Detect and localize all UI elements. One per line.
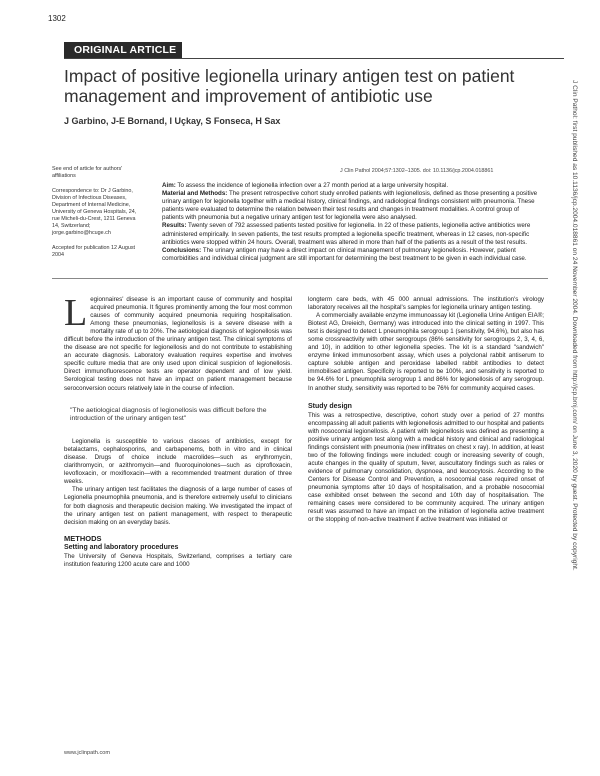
results-label: Results:: [162, 222, 187, 230]
correspondence: Correspondence to: Dr J Garbino, Division of Infectious Diseases, Department of Internal Medicine, University of Geneva Hospitals, 24, rue Micheli-du-Crest, 1211 Geneva 14, Switzerland; jorge.garbino@hcuge.ch: [52, 188, 137, 236]
drop-cap: L: [64, 292, 88, 334]
intro-paragraph: egionnaires' disease is an important cause of community and hospital acquired pneumonia. It figures prominently among the four most common causes of community acquired pneumonia requiring hospitalisation. Among these pneumonias, legionellosis is a severe disease with a mortality rate of up to 20%. The aetiological diagnosis of legionellosis was difficult before the introduction of the urinary antigen test. The clinical symptoms of the disease are not specific for legionellosis and do not contribute to establishing an accurate diagnosis. Laboratory evaluation requires expertise and involves specific culture media that are only used upon clinical suspicion of legionellosis. Direct immunofluorescence tests are operator dependent and of low yield. Serological testing does not have an impact on patient management because seroconversion occurs relatively late in the course of infection.: [64, 296, 292, 392]
authors: J Garbino, J-E Bornand, I Uçkay, S Fonseca, H Sax: [64, 116, 281, 126]
side-column: [52, 166, 142, 267]
footer-url: www.jclinpath.com: [64, 750, 111, 756]
citation: J Clin Pathol 2004;57:1302–1305. doi: 10.1136/jcp.2004.018861: [340, 168, 494, 174]
paragraph: This was a retrospective, descriptive, cohort study over a period of 27 months encompassing all adult patients with legionellosis admitted to our hospital and patients with nosocomial legionellosis. A patient with legionellosis was defined as presenting a positive urinary antigen test along with a medical history and clinical and radiological findings consistent with pneumonia (new infiltrates on chest x ray). In addition, at least two of the following findings were included: cough or increasing severity of cough, acute changes in the quality of sputum, fever, auscultatory findings such as rales or evidence of pulmonary consolidation, dyspnoea, and leucocytosis. According to the Centers for Disease Control and Prevention, a nosocomial case required onset of pneumonia symptoms after 10 days of hospitalisation, and a probable nosocomial case exhibited onset between the second and 10th day of hospitalisation. The remaining cases were considered to be community acquired. The urinary antigen result was assumed to have an impact on the initiation of legionella active treatment or the stopping of non-active treatment if active treatment was initiated or: [308, 411, 544, 524]
page-number: 1302: [48, 14, 66, 23]
sidenote-text: J Clin Pathol: first published as 10.1136/jcp.2004.018861 on 24 November 2004. Downloaded from http://jcp.bmj.com/ on June 3, 2020 by guest. Protected by copyright.: [571, 80, 578, 571]
section-label: ORIGINAL ARTICLE: [64, 42, 182, 58]
study-design-heading: Study design: [308, 402, 352, 410]
article-title: Impact of positive legionella urinary antigen test on patient management and improvement of antibiotic use: [64, 66, 515, 106]
section-bar: [64, 42, 564, 59]
conclusions-label: Conclusions:: [162, 246, 202, 254]
pull-quote: "The aetiological diagnosis of legionellosis was difficult before the introduction of the urinary antigen test": [70, 406, 267, 423]
conclusions-text: The urinary antigen may have a direct impact on clinical management of pulmonary legionellosis. However, patient comorbidities and individual clinical judgment are still important for determining the best treatment to be given in each individual case.: [162, 246, 527, 262]
divider: [52, 278, 548, 279]
aim-text: To assess the incidence of legionella infection over a 27 month period at a large university hospital.: [177, 182, 449, 189]
setting-heading: Setting and laboratory procedures: [64, 543, 179, 551]
abstract: [162, 182, 542, 263]
paragraph: The urinary antigen test facilitates the diagnosis of a large number of cases of Legionella pneumophila pneumonia, and is therefore extremely useful to clinicians for both diagnosis and therapeutic decision making. We investigated the impact of the urinary antigen test on patient management, with respect to therapeutic decision making on an everyday basis.: [64, 486, 292, 526]
methods-heading: METHODS: [64, 533, 102, 543]
paragraph: The University of Geneva Hospitals, Switzerland, comprises a tertiary care institution featuring 1200 acute care and 1000: [64, 552, 292, 568]
paragraph: Legionella is susceptible to various classes of antibiotics, except for betalactams, cephalosporins, and carbapenems, both in vitro and in clinical disease. Drugs of choice include macrolides—such as erythromycin, clarithromycin, or azithromycin—and fluoroquinolones—such as ciprofloxacin, levofloxacin, or moxifloxacin—with a recommended treatment duration of three weeks.: [64, 438, 292, 486]
results-text: Twenty seven of 792 assessed patients tested positive for legionella. In 22 of these patients, legionella active antibiotics were administered empirically. In seven patients, the test results prompted a legionella specific treatment, whereas in 12 cases, non-specific antibiotics were stopped within 24 hours. Overall, treatment was altered in more than half of the patients as a result of the test results.: [162, 222, 531, 246]
body-column-left: [64, 292, 292, 569]
methods-label: Material and Methods:: [162, 190, 228, 198]
paragraph: A commercially available enzyme immunoassay kit (Legionella Urine Antigen EIA®; Biotest AG, Dreieich, Germany) was introduced into the clinical setting in 1997. This test is designed to detect L pneumophila serogroup 1 (sensitivity, 94.6%), but also has some crossreactivity with other serogroups (86% sensitivity for serogroups 2, 3, 4, 6, and 10), in addition to other legionella species. The kit is a standard "sandwich" enzyme linked immunosorbent assay, which uses a polyclonal rabbit antiserum to capture soluble antigen and peroxidase labelled rabbit antibodies to detect immobilised antigen. Specificity is reported to be 100%, and sensitivity is reported to be 94.6% for L pneumophila serogroup 1 and 86% for legionellosis of any serogroup. In another study, sensitivity was reported to be 76% for community acquired cases.: [308, 312, 544, 392]
paragraph: longterm care beds, with 45 000 annual admissions. The institution's virology laboratory receives all the hospital's samples for legionella urinary antigen testing.: [308, 296, 544, 312]
aim-label: Aim:: [162, 182, 176, 189]
see-end-note: See end of article for authors' affiliations: [52, 166, 123, 179]
download-sidenote: [568, 80, 578, 760]
methods-text: The present retrospective cohort study enrolled patients with legionellosis, defined as those presenting a positive urinary antigen for legionella together with a medical history, clinical findings, and radiological findings consistent with pneumonia. These patients were evaluated to determine the relation between their test results and changes in treatment modalities. A control group of patients with pneumonia but a negative urinary antigen test for legionella were also analysed.: [162, 190, 538, 222]
accepted-date: Accepted for publication 12 August 2004: [52, 245, 136, 258]
body-column-right: [308, 296, 544, 524]
